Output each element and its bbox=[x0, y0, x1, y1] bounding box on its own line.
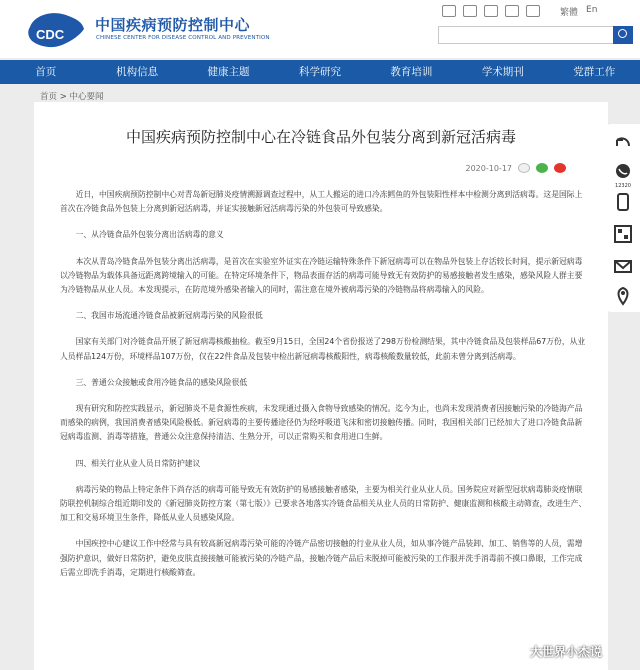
site-name-en: CHINESE CENTER FOR DISEASE CONTROL AND PREVENTION bbox=[96, 35, 270, 41]
language-switch bbox=[560, 5, 597, 18]
site-name[interactable]: 中国疾病预防控制中心 bbox=[95, 16, 251, 34]
section-heading: 一、从冷链食品外包装分离出活病毒的意义 bbox=[75, 230, 224, 240]
nav-research[interactable]: 科学研究 bbox=[298, 66, 341, 78]
lang-english-link[interactable]: En bbox=[586, 5, 598, 15]
section-heading: 二、我国市场流通冷链食品被新冠病毒污染的风险很低 bbox=[75, 311, 263, 321]
paragraph: 国家有关部门对冷链食品开展了新冠病毒核酸抽检。截至9月15日，全国24个省份报送了298万份检测结果，其中冷链食品及包装样品67万份，从业人员样品124万份，环境样品107万份，仅在22件食品及包装中检出新冠病毒核酸阳性，病毒核酸数量较低，此前未曾分离到活病毒。 bbox=[60, 337, 586, 361]
wechat-icon[interactable] bbox=[442, 5, 456, 17]
section-heading: 四、相关行业从业人员日常防护建议 bbox=[75, 458, 201, 468]
article-card bbox=[34, 102, 608, 670]
qrcode-icon[interactable] bbox=[613, 224, 633, 244]
floating-sidebar bbox=[606, 124, 640, 312]
mail-icon[interactable] bbox=[613, 256, 633, 276]
article-date: 2020-10-17 bbox=[465, 163, 512, 173]
main-nav bbox=[0, 60, 640, 84]
article-body bbox=[60, 188, 590, 592]
mobile-icon[interactable] bbox=[613, 192, 633, 212]
utility-icons bbox=[442, 5, 540, 17]
svg-text:CDC: CDC bbox=[36, 27, 65, 42]
weibo-share-icon[interactable] bbox=[554, 163, 566, 173]
back-icon[interactable] bbox=[613, 134, 633, 154]
paragraph: 病毒污染的物品上特定条件下尚存活的病毒可能导致无有效防护的易感接触者感染，主要为相关行业从业人员。国务院应对新型冠状病毒肺炎疫情联防联控机制综合组近期印发的《新冠肺炎防控方案（第七版）》已要求各地落实冷链食品相关从业人员的日常防护、健康监测和核酸主动筛查，改进生产、加工和交易环境卫生条件，降低从业人员感染风险。 bbox=[60, 484, 587, 523]
hotline-icon[interactable] bbox=[613, 161, 633, 181]
share-icon[interactable] bbox=[518, 163, 530, 173]
rss-icon[interactable] bbox=[505, 5, 519, 17]
weibo-icon[interactable] bbox=[463, 5, 477, 17]
mail-icon[interactable] bbox=[526, 5, 540, 17]
cdc-logo[interactable] bbox=[22, 7, 90, 53]
paragraph: 近日，中国疾病预防控制中心对青岛新冠肺炎疫情溯源调查过程中，从工人搬运的进口冷冻鳕鱼的外包装阳性样本中检测分离到活病毒。这是国际上首次在冷链食品外包装上分离到新冠活病毒，并证实接触新冠活病毒污染的外包装可导致感染。 bbox=[60, 190, 583, 214]
lang-traditional-link[interactable]: 繁體 bbox=[560, 8, 579, 18]
search-input[interactable] bbox=[438, 26, 614, 44]
article-meta bbox=[466, 163, 567, 173]
nav-party-work[interactable]: 党群工作 bbox=[573, 66, 616, 78]
site-header bbox=[0, 0, 640, 58]
paragraph: 中国疾控中心建议工作中经常与具有较高新冠病毒污染可能的冷链产品密切接触的行业从业人员，如从事冷链产品装卸、加工、销售等的人员，需增强防护意识，做好日常防护，避免皮肤直接接触可能被污染的冷链产品，接触冷链产品后未脱掉可能被污染的工作服并洗手消毒前不摸口鼻眼，工作完成后需立即洗手消毒，定期进行核酸筛查。 bbox=[60, 539, 583, 577]
app-icon[interactable] bbox=[484, 5, 498, 17]
nav-journals[interactable]: 学术期刊 bbox=[481, 66, 524, 78]
nav-education[interactable]: 教育培训 bbox=[390, 66, 433, 78]
section-heading: 三、普通公众接触或食用冷链食品的感染风险很低 bbox=[75, 377, 248, 387]
nav-health-topics[interactable]: 健康主题 bbox=[207, 66, 250, 78]
article-title: 中国疾病预防控制中心在冷链食品外包装分离到新冠活病毒 bbox=[125, 128, 516, 146]
search-button[interactable] bbox=[613, 26, 633, 44]
nav-home[interactable]: 首页 bbox=[35, 66, 57, 78]
breadcrumb[interactable]: 首页 > 中心要闻 bbox=[40, 92, 104, 102]
watermark: 大世界小杰说 bbox=[530, 645, 603, 659]
wechat-share-icon[interactable] bbox=[536, 163, 548, 173]
hotline-number: 12320 bbox=[615, 183, 631, 189]
location-icon[interactable] bbox=[613, 286, 633, 306]
nav-org-info[interactable]: 机构信息 bbox=[116, 66, 159, 78]
paragraph: 现有研究和防控实践显示，新冠肺炎不是食源性疾病，未发现通过摄入食物导致感染的情况。迄今为止，也尚未发现消费者因接触污染的冷链海产品而感染的病例，我国消费者感染风险极低。新冠病毒的主要传播途径仍为经呼吸道飞沫和密切接触传播。同时，我国相关部门已经加大了进口冷链食品新冠病毒监测、消毒等措施，普通公众注意保持清洁、生熟分开，可以正常购买和食用进口生鲜。 bbox=[60, 404, 583, 442]
paragraph: 本次从青岛冷链食品外包装分离出活病毒，是首次在实验室外证实在冷链运输特殊条件下新冠病毒可以在物品外包装上存活较长时间，提示新冠病毒以冷链物品为载体具备远距离跨境输入的可能。在特定环境条件下，物品表面存活的病毒可能导致无有效防护的易感接触者发生感染，感染风险人群主要为冷链物品从业人员。本发现提示，在防范境外感染者输入的同时，需注意在境外被病毒污染的冷链物品将病毒输入的风险。 bbox=[60, 256, 583, 295]
